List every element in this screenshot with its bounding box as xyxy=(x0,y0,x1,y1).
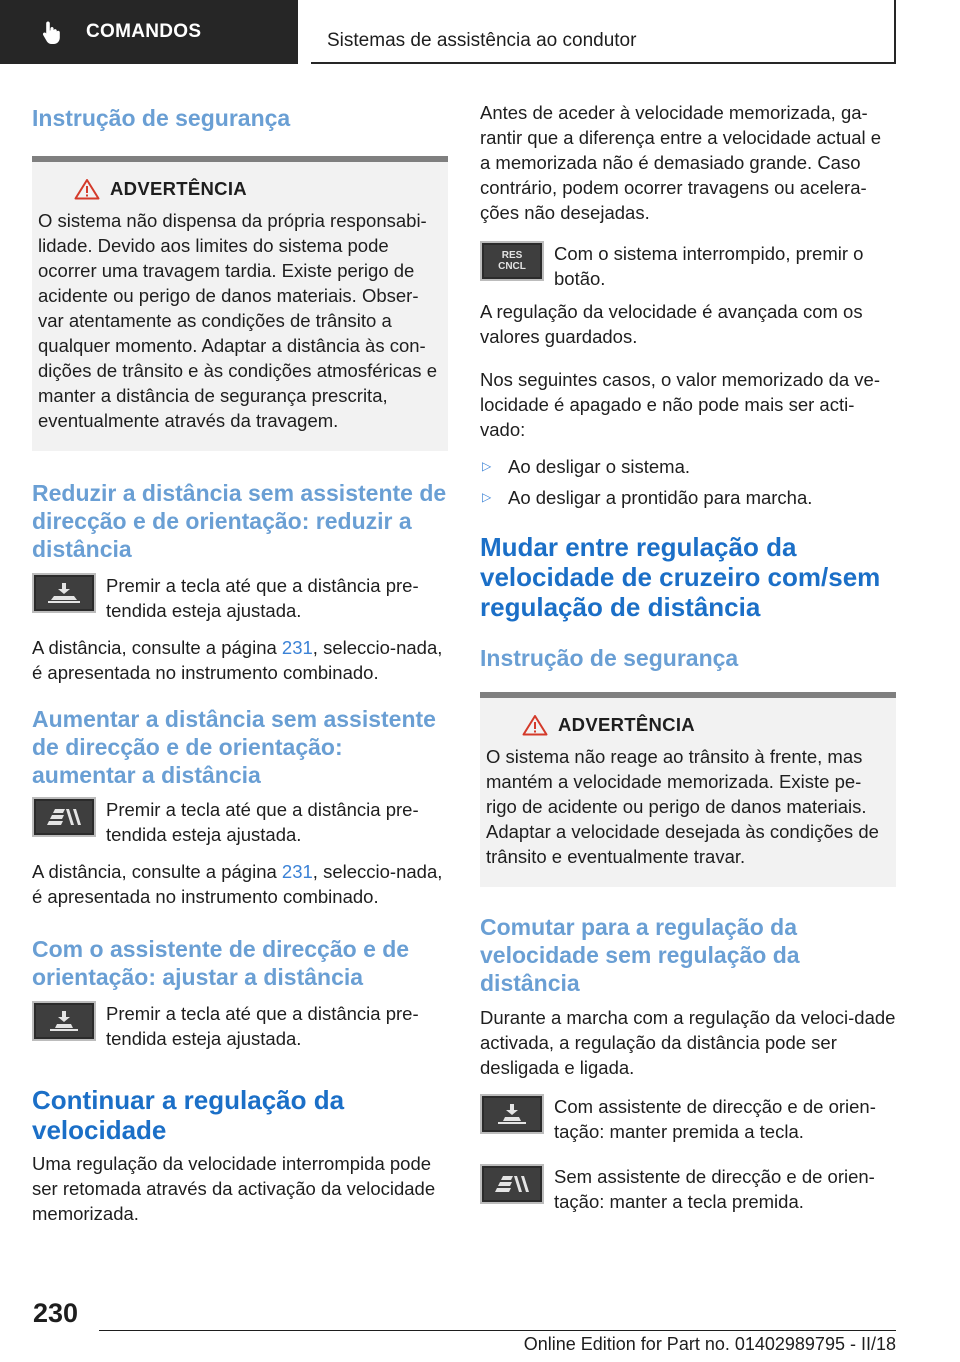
warning-triangle-icon xyxy=(522,714,548,736)
hand-pointer-icon xyxy=(42,20,62,44)
footer-edition: Online Edition for Part no. 01402989795 - II/18 xyxy=(523,1334,896,1354)
heading-reduce-distance: Reduzir a distância sem assistente de direcção e de orientação: reduzir a distância xyxy=(32,480,447,562)
instruction-text: Com o sistema interrompido, premir o botão. xyxy=(554,243,864,289)
paragraph: Nos seguintes casos, o valor memorizado da ve-locidade é apagado e não pode mais ser acti-vado: xyxy=(480,369,880,440)
paragraph xyxy=(32,635,448,685)
heading-increase-distance: Aumentar a distância sem assistente de direcção e de orientação: aumentar a distância xyxy=(32,706,436,788)
page-number: 230 xyxy=(33,1298,79,1328)
distance-adjust-icon xyxy=(492,1102,532,1126)
right-column xyxy=(480,100,896,1214)
heading-switch-cruise-control: Mudar entre regulação da velocidade de cruzeiro com/sem regulação de distância xyxy=(480,532,881,622)
list-item-text: Ao desligar a prontidão para marcha. xyxy=(508,487,813,508)
heading-adjust-distance: Com o assistente de direcção e de orientação: ajustar a distância xyxy=(32,936,410,990)
distance-adjust-icon xyxy=(44,1009,84,1033)
instruction-text: Premir a tecla até que a distância pre-tendida esteja ajustada. xyxy=(106,1003,419,1049)
paragraph: Durante a marcha com a regulação da veloci-dade activada, a regulação da distância pode ser desligada e ligada. xyxy=(480,1007,896,1078)
section-header xyxy=(311,0,896,64)
warning-triangle-icon xyxy=(74,178,100,200)
text: , seleccio-nada, é apresentada no instrumento combinado. xyxy=(32,861,443,907)
page-link[interactable]: 231 xyxy=(281,861,313,882)
text: A distância, consulte a página xyxy=(32,637,282,658)
distance-increase-button-image xyxy=(32,797,96,837)
list-item-text: Ao desligar o sistema. xyxy=(508,456,691,477)
list-item xyxy=(480,454,896,479)
warning-text: O sistema não reage ao trânsito à frente, mas mantém a velocidade memorizada. Existe pe-rigo de acidente ou perigo de danos materiais. Adaptar a velocidade desejada às condições de trânsito e eventualmente travar. xyxy=(486,746,879,867)
chapter-label: COMANDOS xyxy=(86,21,202,42)
heading-safety-instruction: Instrução de segurança xyxy=(32,105,291,131)
res-label: RES xyxy=(501,250,523,261)
cncl-label: CNCL xyxy=(498,261,526,272)
bullet-arrow-icon: ▷ xyxy=(482,459,492,473)
warning-box xyxy=(480,692,896,887)
res-cncl-label xyxy=(498,250,526,272)
warning-box xyxy=(32,156,448,451)
warning-label: ADVERTÊNCIA xyxy=(558,714,695,735)
text: , seleccio-nada, é apresentada no instrumento combinado. xyxy=(32,637,443,683)
paragraph xyxy=(32,859,448,909)
warning-label: ADVERTÊNCIA xyxy=(110,178,247,199)
left-column xyxy=(32,100,448,1226)
warning-text: O sistema não dispensa da própria responsabi-lidade. Devido aos limites do sistema pode ocorrer uma travagem tardia. Existe perigo de acidente ou perigo de danos materiais. Obser-var atentamente as condições de trânsito a qualquer momento. Adaptar a distância às con-dições de trânsito e às condições atmosféricas e manter a distância de segurança prescrita, eventualmente através da travagem. xyxy=(38,210,437,431)
paragraph: A regulação da velocidade é avançada com os valores guardados. xyxy=(480,301,863,347)
heading-continue-speed-control: Continuar a regulação da velocidade xyxy=(32,1085,345,1145)
distance-increase-button-image xyxy=(480,1164,544,1204)
bullet-arrow-icon: ▷ xyxy=(482,490,492,504)
res-cncl-button-image xyxy=(480,241,544,281)
page-link[interactable]: 231 xyxy=(281,637,313,658)
heading-switch-to-speed-control: Comutar para a regulação da velocidade sem regulação da distância xyxy=(480,914,800,996)
distance-decrease-icon xyxy=(44,581,84,605)
heading-safety-instruction: Instrução de segurança xyxy=(480,645,739,671)
instruction-text: Premir a tecla até que a distância pre-tendida esteja ajustada. xyxy=(106,575,419,621)
paragraph: Antes de aceder à velocidade memorizada, ga-rantir que a diferença entre a velocidade actual e a memorizada não é demasiado grande. Caso contrário, podem ocorrer travagens ou acelera-ções não desejadas. xyxy=(480,102,882,223)
instruction-text: Premir a tecla até que a distância pre-tendida esteja ajustada. xyxy=(106,799,419,845)
chapter-tab xyxy=(0,0,298,64)
distance-increase-icon xyxy=(492,1172,532,1196)
list-item xyxy=(480,485,896,510)
instruction-text: Sem assistente de direcção e de orien-tação: manter a tecla premida. xyxy=(554,1166,875,1212)
distance-decrease-button-image xyxy=(32,573,96,613)
distance-adjust-button-image xyxy=(32,1001,96,1041)
footer-divider xyxy=(99,1330,896,1331)
section-label: Sistemas de assistência ao condutor xyxy=(327,30,637,51)
text: A distância, consulte a página xyxy=(32,861,282,882)
paragraph: Uma regulação da velocidade interrompida pode ser retomada através da activação da velocidade memorizada. xyxy=(32,1153,436,1224)
distance-increase-icon xyxy=(44,805,84,829)
distance-adjust-button-image xyxy=(480,1094,544,1134)
instruction-text: Com assistente de direcção e de orien-tação: manter premida a tecla. xyxy=(554,1096,876,1142)
